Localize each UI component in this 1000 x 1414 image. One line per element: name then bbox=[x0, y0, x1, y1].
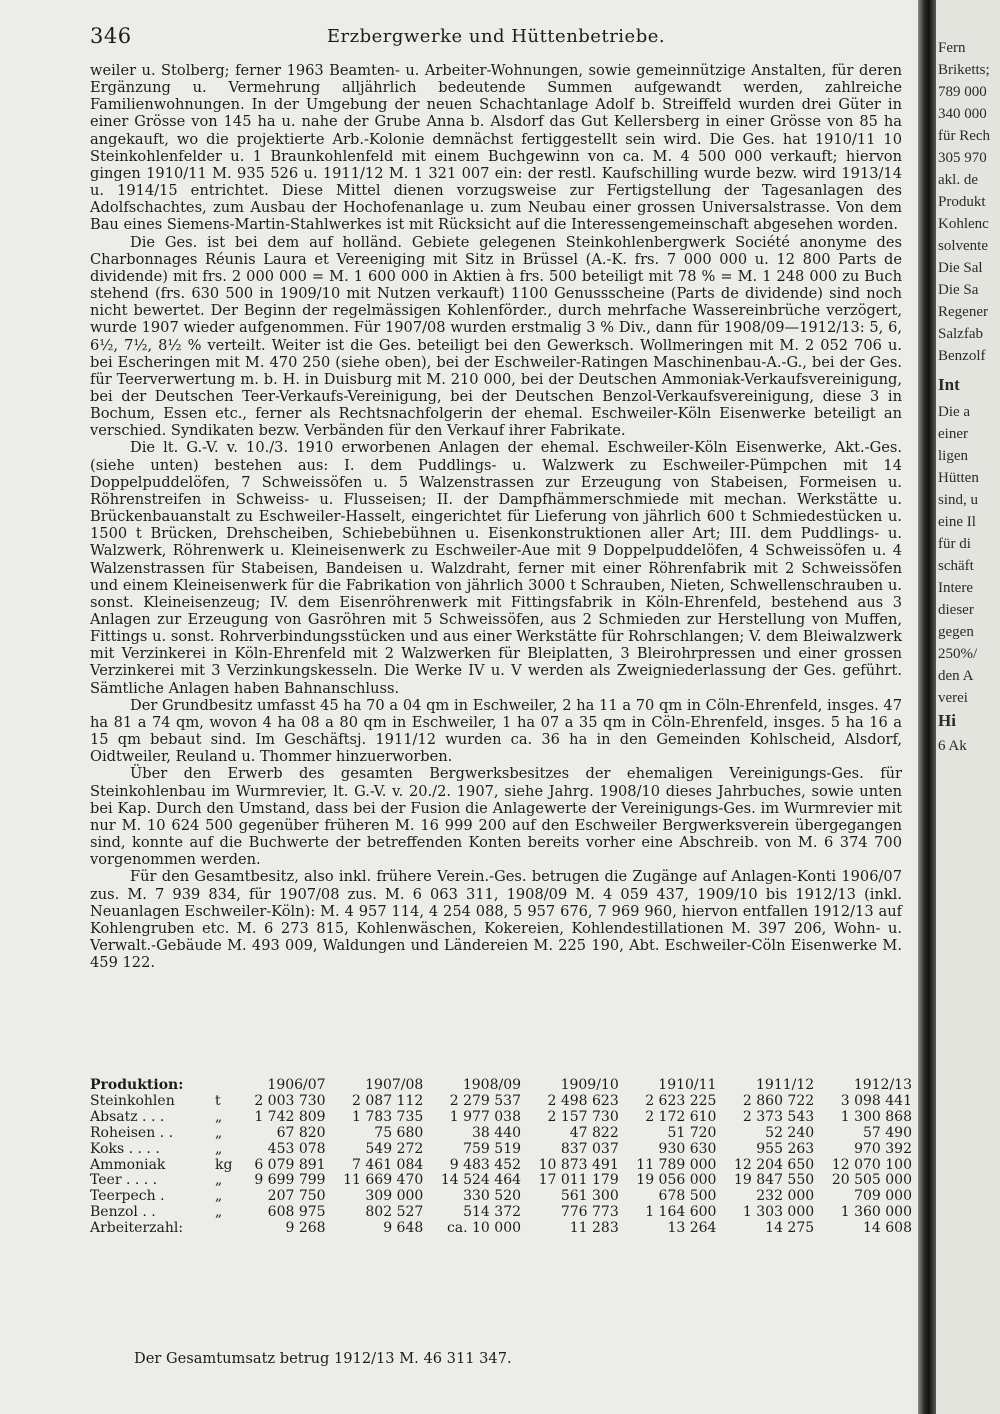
table-cell: 20 505 000 bbox=[831, 1172, 912, 1189]
facing-page-fragment: Regener bbox=[938, 304, 988, 320]
facing-page-fragment: Briketts; bbox=[938, 62, 990, 78]
facing-page-fragment: Hütten bbox=[938, 470, 979, 486]
facing-page-fragment: 6 Ak bbox=[938, 738, 967, 754]
row-unit: t bbox=[215, 1092, 221, 1109]
year-header: 1909/10 bbox=[560, 1077, 619, 1093]
facing-page-fragment: ligen bbox=[938, 448, 968, 464]
facing-page-fragment: Int bbox=[938, 375, 960, 394]
facing-page-fragment: Die Sal bbox=[938, 260, 983, 276]
table-cell: 14 608 bbox=[863, 1220, 912, 1237]
table-cell: 51 720 bbox=[667, 1124, 717, 1141]
table-cell: 12 204 650 bbox=[734, 1156, 815, 1173]
facing-page-fragment: 340 000 bbox=[938, 106, 987, 122]
table-cell: 2 087 112 bbox=[352, 1092, 424, 1109]
table-cell: 3 098 441 bbox=[840, 1092, 912, 1109]
table-cell: 14 275 bbox=[765, 1220, 815, 1237]
facing-page-fragment: eine Il bbox=[938, 514, 976, 530]
facing-page-fragment: verei bbox=[938, 690, 968, 706]
page-header bbox=[90, 24, 902, 52]
table-row bbox=[90, 1189, 912, 1205]
facing-page-fragment: gegen bbox=[938, 624, 974, 640]
paragraph: Die lt. G.-V. v. 10./3. 1910 erworbenen Anlagen der ehemal. Eschweiler-Köln Eisenwerke, Akt.-Ges. (siehe unten) bestehen aus: I. dem Puddlings- u. Walzwerk zu Eschweiler-Pümpchen mit 14 Doppelpuddelöfen, 7 Schweissöfen u. 5 Walzenstrassen zur Erzeugung von Stabeisen, Formeisen u. Röhrenstreifen in Schweiss- u. Flusseisen; II. der Dampfhämmerschmiede mit mechan. Werkstätte u. Brückenbauanstalt zu Eschweiler-Hasselt, eingerichtet für Lieferung von jährlich 600 t Schmiedestücken u. 1500 t Brücken, Drehscheiben, Schiebebühnen u. Eisenkonstruktionen aller Art; III. dem Puddlings- u. Walzwerk, Röhrenwerk u. Kleineisenwerk zu Eschweiler-Aue mit 9 Doppelpuddelöfen, 4 Schweissöfen u. 4 Walzenstrassen für Stabeisen, Bandeisen u. Walzdraht, ferner mit einer Röhrenfabrik mit 2 Schweissöfen und einem Kleineisenwerk für die Fabrikation von jährlich 3000 t Schrauben, Nieten, Schwellenschrauben u. sonst. Kleineisenzeug; IV. dem Eisenröhrenwerk mit Fittingsfabrik in Köln-Ehrenfeld, bestehend aus 3 Anlagen zur Erzeugung von Gasröhren mit 5 Schweissöfen, aus 2 Schmieden zur Herstellung von Muffen, Fittings u. sonst. Rohrverbindungsstücken und aus einer Werkstätte für Rohrschlangen; V. dem Bleiwalzwerk mit Verzinkerei in Köln-Ehrenfeld mit 2 Walzwerken für Bleiplatten, 3 Bleirohrpressen und einer grossen Verzinkerei mit 3 Verzinkungskesseln. Die Werke IV u. V werden als Zweigniederlassung der Ges. geführt. Sämtliche Anlagen haben Bahnanschluss. bbox=[90, 439, 902, 697]
facing-page-fragment: dieser bbox=[938, 602, 974, 618]
table-cell: 67 820 bbox=[276, 1124, 326, 1141]
row-label: Teer . . . . bbox=[90, 1172, 158, 1189]
table-cell: 802 527 bbox=[365, 1204, 424, 1221]
table-cell: 2 157 730 bbox=[547, 1108, 619, 1125]
facing-page-fragment: akl. de bbox=[938, 172, 978, 188]
table-cell: 1 360 000 bbox=[840, 1204, 912, 1221]
table-cell: 9 268 bbox=[285, 1220, 326, 1237]
body-text bbox=[90, 62, 902, 971]
paragraph: Die Ges. ist bei dem auf holländ. Gebiete gelegenen Steinkohlenbergwerk Société anonyme des Charbonnages Réunis Laura et Vereeniging mit Sitz in Brüssel (A.-K. frs. 7 000 000 u. 12 800 Parts de dividende) mit frs. 2 000 000 = M. 1 600 000 in Aktien à frs. 500 beteiligt mit 78 % = M. 1 248 000 zu Buch stehend (frs. 630 500 in 1909/10 mit Nutzen verkauft) 1100 Genussscheine (Parts de dividende) sind noch nicht bewertet. Der Beginn der regelmässigen Kohlenförder., durch mehrfache Wassereinbrüche verzögert, wurde 1907 wieder aufgenommen. Für 1907/08 wurden erstmalig 3 % Div., dann für 1908/09—1912/13: 5, 6, 6½, 7½, 8½ % verteilt. Weiter ist die Ges. beteiligt bei den Gewerksch. Wollmeringen mit M. 2 052 706 u. bei Escheringen mit M. 470 250 (siehe oben), bei der Eschweiler-Ratingen Maschinenbau-A.-G., bei der Ges. für Teerverwertung m. b. H. in Duisburg mit M. 210 000, bei der Deutschen Ammoniak-Verkaufsvereinigung, bei der Deutschen Teer-Verkaufs-Vereinigung, bei der Deutschen Benzol-Verkaufsvereinigung, diese 3 in Bochum, Essen etc., ferner als Rechtsnachfolgerin der ehemal. Eschweiler-Köln Eisenwerke beteiligt an verschied. Syndikaten bezw. Verbänden für den Verkauf ihrer Fabrikate. bbox=[90, 233, 902, 440]
table-cell: 930 630 bbox=[658, 1140, 717, 1157]
table-cell: 759 519 bbox=[463, 1140, 522, 1157]
production-label: Produktion: bbox=[90, 1077, 184, 1093]
table-cell: 10 873 491 bbox=[538, 1156, 619, 1173]
table-cell: 6 079 891 bbox=[254, 1156, 326, 1173]
table-cell: 709 000 bbox=[854, 1188, 912, 1205]
table-cell: 12 070 100 bbox=[831, 1156, 912, 1173]
facing-page-fragment: Salzfab bbox=[938, 326, 983, 342]
table-cell: 9 648 bbox=[383, 1220, 424, 1237]
table-cell: 75 680 bbox=[374, 1124, 424, 1141]
table-cell: 9 483 452 bbox=[449, 1156, 522, 1173]
facing-page-fragment: Kohlenc bbox=[938, 216, 989, 232]
row-unit bbox=[213, 1221, 239, 1237]
facing-page-fragment: einer bbox=[938, 426, 968, 442]
table-cell: 11 669 470 bbox=[343, 1172, 424, 1189]
facing-page-edge bbox=[936, 0, 1000, 1414]
table-cell: 549 272 bbox=[365, 1140, 424, 1157]
table-cell: 7 461 084 bbox=[352, 1156, 424, 1173]
table-cell: 309 000 bbox=[365, 1188, 424, 1205]
production-table bbox=[90, 1078, 912, 1237]
table-cell: 38 440 bbox=[472, 1124, 522, 1141]
year-header: 1912/13 bbox=[853, 1077, 912, 1093]
table-cell: 2 172 610 bbox=[645, 1108, 717, 1125]
facing-page-fragment: 250%/ bbox=[938, 646, 978, 662]
table-row bbox=[90, 1158, 912, 1174]
paragraph: Der Grundbesitz umfasst 45 ha 70 a 04 qm in Eschweiler, 2 ha 11 a 70 qm in Cöln-Ehrenfeld, insges. 47 ha 81 a 74 qm, wovon 4 ha 08 a 80 qm in Eschweiler, 1 ha 07 a 35 qm in Cöln-Ehrenfeld, insges. 5 ha 16 a 15 qm bebaut sind. Im Geschäftsj. 1911/12 wurden ca. 36 ha in den Gemeinden Kohlscheid, Alsdorf, Oidtweiler, Reuland u. Thommer hinzuerworben. bbox=[90, 696, 902, 766]
year-header: 1908/09 bbox=[462, 1077, 522, 1093]
table-cell: 207 750 bbox=[267, 1188, 326, 1205]
row-unit: „ bbox=[215, 1188, 223, 1205]
table-cell: 2 373 543 bbox=[742, 1108, 815, 1125]
table-cell: 17 011 179 bbox=[538, 1172, 619, 1189]
row-unit: „ bbox=[215, 1124, 223, 1141]
paragraph: Für den Gesamtbesitz, also inkl. frühere Verein.-Ges. betrugen die Zugänge auf Anlagen-Konti 1906/07 zus. M. 7 939 834, für 1907/08 zus. M. 6 063 311, 1908/09 M. 4 059 437, 1909/10 bis 1912/13 (inkl. Neuanlagen Eschweiler-Köln): M. 4 957 114, 4 254 088, 5 957 676, 7 969 960, hiervon entfallen 1912/13 auf Kohlengruben etc. M. 6 273 815, Kohlenwäschen, Kokereien, Kohlendestillationen M. 397 206, Wohn- u. Verwalt.-Gebäude M. 493 009, Waldungen und Ländereien M. 225 190, Abt. Eschweiler-Cöln Eisenwerke M. 459 122. bbox=[90, 868, 902, 972]
facing-page-fragment: solvente bbox=[938, 238, 988, 254]
facing-page-fragment: Die Sa bbox=[938, 282, 979, 298]
facing-page-fragment: Produkt bbox=[938, 194, 986, 210]
table-cell: 514 372 bbox=[463, 1204, 522, 1221]
facing-page-fragment: Hi bbox=[938, 711, 956, 730]
facing-page-fragment: Fern bbox=[938, 40, 966, 56]
paragraph: Über den Erwerb des gesamten Bergwerksbesitzes der ehemaligen Vereinigungs-Ges. für Steinkohlenbau im Wurmrevier, lt. G.-V. v. 20./2. 1907, siehe Jahrg. 1908/10 dieses Jahrbuches, sowie unten bei Kap. Durch den Umstand, dass bei der Fusion die Anlagewerte der Vereinigungs-Ges. im Wurmrevier mit nur M. 10 624 500 gegenüber früheren M. 16 999 200 auf den Eschweiler Bergwerksverein übergegangen sind, konnte auf die Buchwerte der betreffenden Konten bereits vorher eine Abschreib. von M. 6 374 700 vorgenommen werden. bbox=[90, 765, 902, 869]
facing-page-fragment: für Rech bbox=[938, 128, 991, 144]
facing-page-fragment: schäft bbox=[938, 558, 974, 574]
row-unit: „ bbox=[215, 1172, 223, 1189]
table-cell: 2 003 730 bbox=[254, 1092, 326, 1109]
running-title: Erzbergwerke und Hüttenbetriebe. bbox=[326, 26, 666, 47]
table-cell: 11 283 bbox=[569, 1220, 619, 1237]
table-cell: 2 860 722 bbox=[742, 1092, 815, 1109]
table-cell: ca. 10 000 bbox=[446, 1220, 522, 1237]
table-cell: 837 037 bbox=[560, 1140, 619, 1157]
page-number: 346 bbox=[90, 24, 132, 48]
table-cell: 2 623 225 bbox=[645, 1092, 717, 1109]
table-cell: 13 264 bbox=[667, 1220, 717, 1237]
table-cell: 1 303 000 bbox=[742, 1204, 815, 1221]
table-cell: 955 263 bbox=[756, 1140, 815, 1157]
total-turnover-line: Der Gesamtumsatz betrug 1912/13 M. 46 311 347. bbox=[134, 1350, 512, 1367]
row-label: Teerpech . bbox=[90, 1188, 165, 1205]
table-cell: 57 490 bbox=[863, 1124, 912, 1141]
year-header: 1906/07 bbox=[267, 1077, 326, 1093]
table-cell: 1 977 038 bbox=[449, 1108, 522, 1125]
table-row bbox=[90, 1142, 912, 1158]
table-cell: 2 498 623 bbox=[547, 1092, 619, 1109]
facing-page-fragment: Benzolf bbox=[938, 348, 986, 364]
table-cell: 453 078 bbox=[267, 1140, 326, 1157]
table-cell: 970 392 bbox=[854, 1140, 912, 1157]
table-row bbox=[90, 1126, 912, 1142]
table-cell: 2 279 537 bbox=[449, 1092, 522, 1109]
table-cell: 1 742 809 bbox=[254, 1108, 326, 1125]
table-cell: 1 164 600 bbox=[645, 1204, 717, 1221]
book-spine-shadow bbox=[918, 0, 936, 1414]
facing-page-fragment: 789 000 bbox=[938, 84, 987, 100]
paragraph: weiler u. Stolberg; ferner 1963 Beamten- u. Arbeiter-Wohnungen, sowie gemeinnützige Anstalten, für deren Ergänzung u. Vermehrung alljährlich bedeutende Summen aufgewandt werden, zahlreiche Familienwohnungen. In der Umgebung der neuen Schachtanlage Adolf b. Streiffeld wurden drei Güter in einer Grösse von 145 ha u. nahe der Grube Anna b. Alsdorf das Gut Kellersberg in einer Grösse von 85 ha angekauft, wo die projektierte Arb.-Kolonie demnächst fertiggestellt sein wird. Die Ges. hat 1910/11 10 Steinkohlenfelder u. 1 Braunkohlenfeld mit einem Buchgewinn von ca. M. 4 500 000 verkauft; hiervon gingen 1910/11 M. 935 526 u. 1911/12 M. 1 321 007 ein: der restl. Kaufschilling wurde bezw. wird 1913/14 u. 1914/15 entrichtet. Diese Mittel dienen vorzugsweise zur Fertigstellung der Tagesanlagen des Adolfschachtes, zum Ausbau der Hochofenanlage u. zum Neubau einer grossen Universalstrasse. Von dem Bau eines Siemens-Martin-Stahlwerkes ist mit Rücksicht auf die Interessengemeinschaft abgesehen worden. bbox=[90, 62, 902, 234]
table-row bbox=[90, 1094, 912, 1110]
row-label: Benzol . . bbox=[90, 1204, 156, 1221]
facing-page-fragment: sind, u bbox=[938, 492, 979, 508]
facing-page-fragment: 305 970 bbox=[938, 150, 987, 166]
table-cell: 776 773 bbox=[560, 1204, 619, 1221]
year-header: 1910/11 bbox=[658, 1077, 717, 1093]
row-label: Roheisen . . bbox=[90, 1124, 174, 1141]
table-row bbox=[90, 1173, 912, 1189]
table-row bbox=[90, 1205, 912, 1221]
facing-page-fragment: den A bbox=[938, 668, 974, 684]
table-cell: 19 056 000 bbox=[636, 1172, 717, 1189]
row-unit: „ bbox=[215, 1140, 223, 1157]
table-cell: 330 520 bbox=[463, 1188, 522, 1205]
facing-page-fragment: für di bbox=[938, 536, 971, 552]
row-label: Ammoniak bbox=[90, 1156, 166, 1173]
table-cell: 678 500 bbox=[658, 1188, 717, 1205]
production-table-header bbox=[90, 1078, 912, 1094]
table-row bbox=[90, 1221, 912, 1237]
table-cell: 19 847 550 bbox=[734, 1172, 815, 1189]
row-label: Koks . . . . bbox=[90, 1140, 160, 1157]
table-cell: 9 699 799 bbox=[254, 1172, 326, 1189]
table-cell: 1 783 735 bbox=[352, 1108, 424, 1125]
table-cell: 608 975 bbox=[267, 1204, 326, 1221]
row-label: Arbeiterzahl: bbox=[90, 1220, 184, 1237]
facing-page-fragment: Die a bbox=[938, 404, 971, 420]
table-cell: 561 300 bbox=[560, 1188, 619, 1205]
table-cell: 11 789 000 bbox=[636, 1156, 717, 1173]
year-header: 1907/08 bbox=[365, 1077, 424, 1093]
table-cell: 47 822 bbox=[569, 1124, 619, 1141]
facing-page-fragment: Intere bbox=[938, 580, 973, 596]
row-unit: kg bbox=[215, 1156, 233, 1173]
row-label: Steinkohlen bbox=[90, 1092, 175, 1109]
row-label: Absatz . . . bbox=[90, 1108, 165, 1125]
table-cell: 52 240 bbox=[765, 1124, 815, 1141]
table-cell: 1 300 868 bbox=[840, 1108, 912, 1125]
table-row bbox=[90, 1110, 912, 1126]
row-unit: „ bbox=[215, 1204, 223, 1221]
year-header: 1911/12 bbox=[756, 1077, 815, 1093]
table-cell: 14 524 464 bbox=[440, 1172, 522, 1189]
row-unit: „ bbox=[215, 1108, 223, 1125]
table-cell: 232 000 bbox=[756, 1188, 815, 1205]
